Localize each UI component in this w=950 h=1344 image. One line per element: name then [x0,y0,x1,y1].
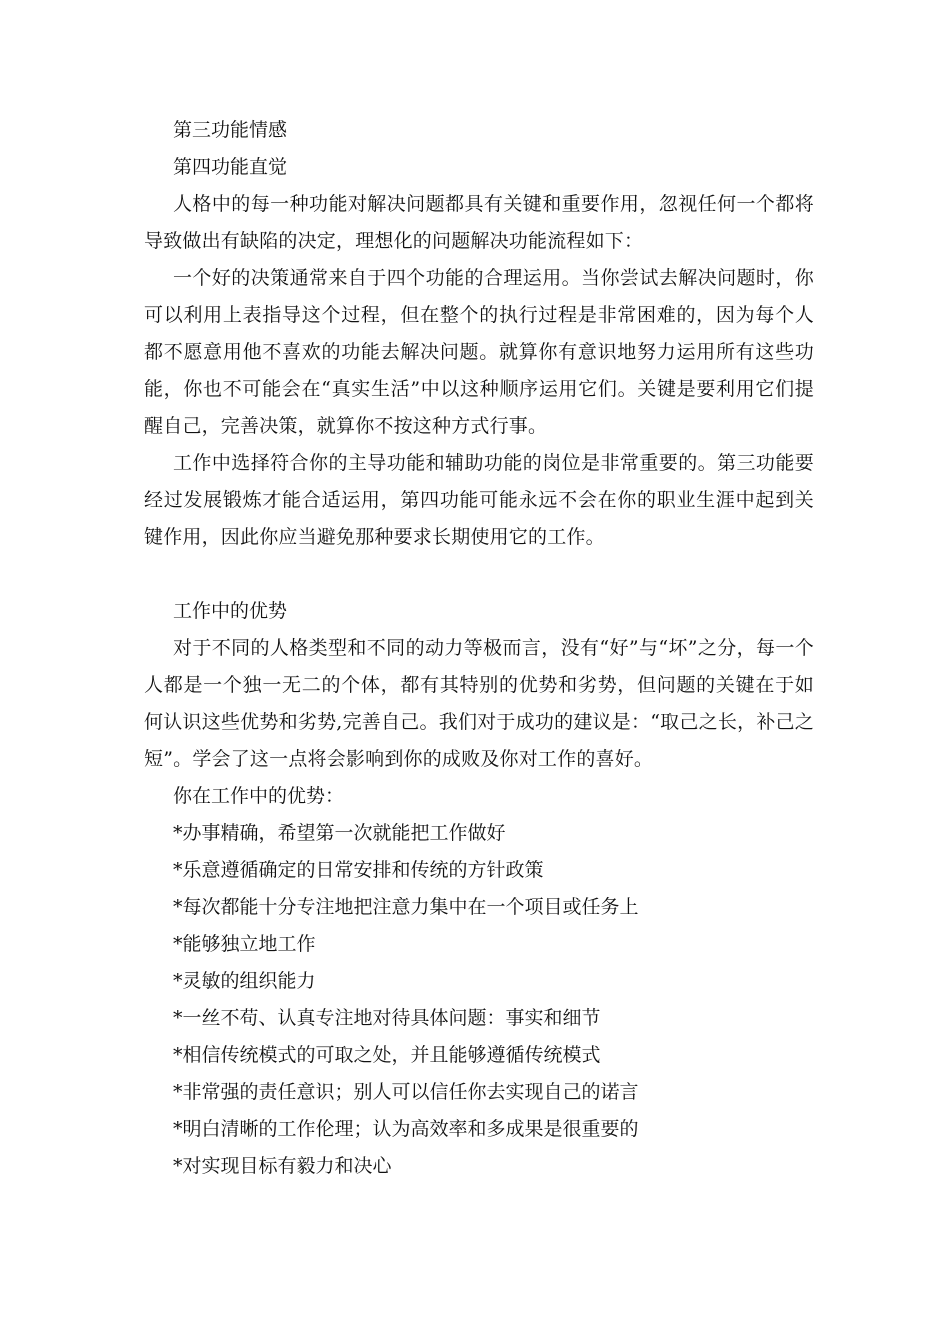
strengths-list-title: 你在工作中的优势： [173,785,345,807]
paragraph-job-selection: 工作中选择符合你的主导功能和辅助功能的岗位是非常重要的。第三功能要经过发展锻炼才能合适运用，第四功能可能永远不会在你的职业生涯中起到关键作用，因此你应当避免那种要求长期使用它的工作。 [144,452,814,548]
strength-item: *一丝不苟、认真专注地对待具体问题：事实和细节 [173,1007,601,1029]
function-item-third: 第三功能情感 [173,119,288,141]
document-body [144,112,814,1185]
function-item-fourth: 第四功能直觉 [173,156,288,178]
strength-item: *相信传统模式的可取之处，并且能够遵循传统模式 [173,1044,601,1066]
strength-item: *对实现目标有毅力和决心 [173,1155,392,1177]
strength-item: *乐意遵循确定的日常安排和传统的方针政策 [173,859,544,881]
paragraph-decision-making: 一个好的决策通常来自于四个功能的合理运用。当你尝试去解决问题时，你可以利用上表指导这个过程，但在整个的执行过程是非常困难的，因为每个人都不愿意用他不喜欢的功能去解决问题。就算你有意识地努力运用所有这些功能，你也不可能会在“真实生活”中以这种顺序运用它们。关键是要利用它们提醒自己，完善决策，就算你不按这种方式行事。 [144,267,814,437]
strength-item: *非常强的责任意识；别人可以信任你去实现自己的诺言 [173,1081,639,1103]
strength-item: *明白清晰的工作伦理；认为高效率和多成果是很重要的 [173,1118,639,1140]
strength-item: *能够独立地工作 [173,933,316,955]
paragraph-function-importance: 人格中的每一种功能对解决问题都具有关键和重要作用，忽视任何一个都将导致做出有缺陷的决定，理想化的问题解决功能流程如下： [144,193,814,252]
strength-item: *办事精确，希望第一次就能把工作做好 [173,822,506,844]
paragraph-strengths-intro: 对于不同的人格类型和不同的动力等极而言，没有“好”与“坏”之分，每一个人都是一个独一无二的个体，都有其特别的优势和劣势，但问题的关键在于如何认识这些优势和劣势,完善自己。我们对于成功的建议是：“取己之长，补己之短”。学会了这一点将会影响到你的成败及你对工作的喜好。 [144,637,814,770]
strength-item: *每次都能十分专注地把注意力集中在一个项目或任务上 [173,896,639,918]
strength-item: *灵敏的组织能力 [173,970,316,992]
section-spacer [144,556,814,593]
section-heading-work-strengths: 工作中的优势 [173,600,288,622]
